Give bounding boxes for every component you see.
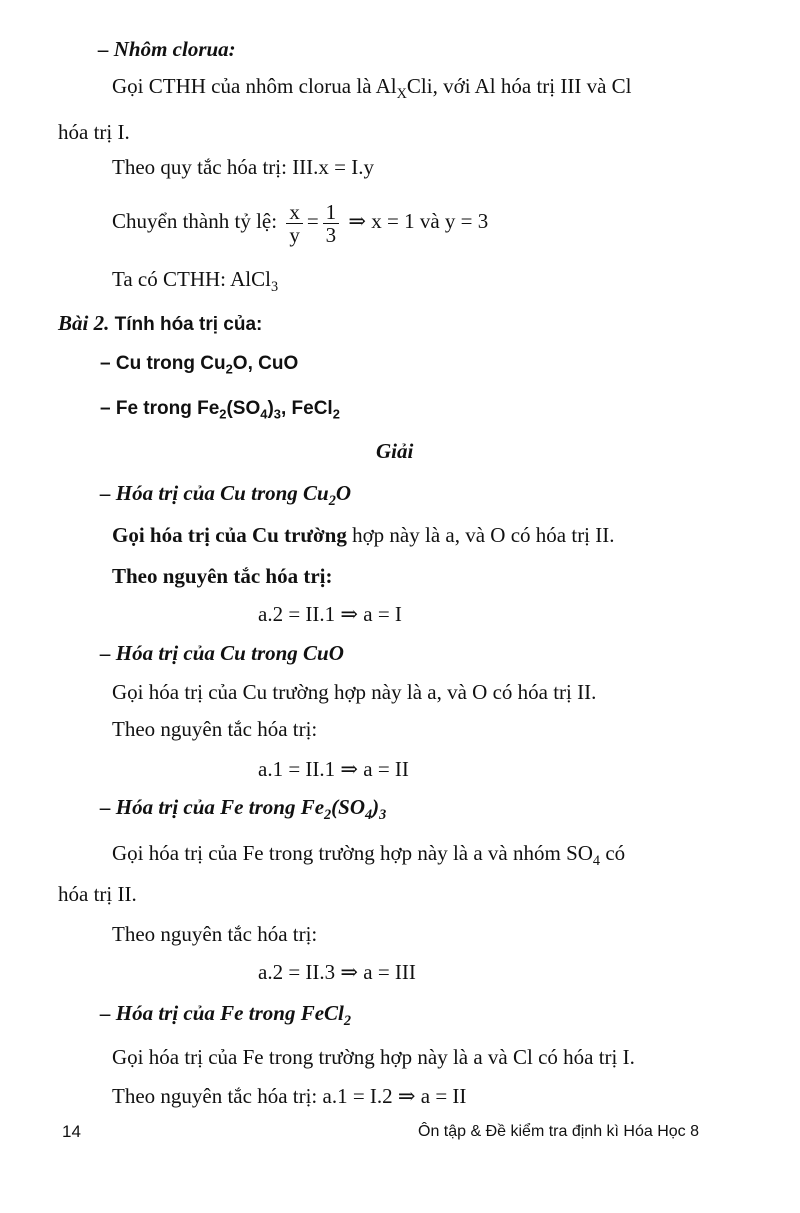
question-item-cu: – Cu trong $Cu_2O$, CuO <box>100 353 299 377</box>
fraction-1-3: $\frac{1}{3}$ <box>323 201 340 246</box>
section-heading-nhom-clorua: – Nhôm clorua: <box>98 37 236 61</box>
subheading-cu2o: – Hóa trị của Cu trong $Cu_2O$ <box>100 481 352 509</box>
subheading-fecl2: – Hóa trị của Fe trong FeCl$_2$ <box>100 1001 351 1029</box>
text-line: hóa trị I. <box>58 120 130 144</box>
running-footer-title: Ôn tập & Đề kiểm tra định kì Hóa Học 8 <box>418 1123 700 1140</box>
text-line: hóa trị II. <box>58 882 137 906</box>
text-line: Gọi hóa trị của Fe trong trường hợp này là a và Cl có hóa trị I. <box>112 1045 635 1069</box>
text-line: Theo nguyên tắc hóa trị: <box>112 922 318 946</box>
equation-line: a.2 = II.3 ⇒ a = III <box>258 960 416 984</box>
text-line: Gọi hóa trị của Cu trường hợp này là a, và O có hóa trị II. <box>112 680 597 704</box>
subheading-cuo: – Hóa trị của Cu trong CuO <box>100 641 344 665</box>
text-line: Theo nguyên tắc hóa trị: <box>112 564 333 588</box>
equation-line: a.1 = II.1 ⇒ a = II <box>258 757 409 781</box>
subheading-fe2so43: – Hóa trị của Fe trong $Fe_2(SO_4)_3$ <box>100 795 387 823</box>
text-line: Gọi hóa trị của Cu trường hợp này là a, và O có hóa trị II. <box>112 523 615 547</box>
text-line: Gọi hóa trị của Fe trong trường hợp này là a và nhóm $SO_4$ có <box>112 841 626 869</box>
fraction-x-y: $\frac{x}{y}$ <box>286 201 303 246</box>
page-number: 14 <box>62 1122 81 1141</box>
text-line: Theo nguyên tắc hóa trị: a.1 = I.2 ⇒ a = II <box>112 1084 467 1108</box>
exercise-heading: Bài 2. Tính hóa trị của: <box>58 311 263 335</box>
ratio-line: Chuyển thành tỷ lệ: $\frac{x}{y}$ = $\frac{1}{3}$ ⇒ x = 1 và y = 3 <box>112 199 489 247</box>
question-item-fe: – Fe trong $Fe_2(SO_4)_3$, FeCl$_2$ <box>100 398 340 422</box>
solution-heading: Giải <box>376 439 414 463</box>
text-line: Ta có CTHH: AlCl$_3$ <box>112 267 279 295</box>
text-line: Theo quy tắc hóa trị: III.x = I.y <box>112 155 375 179</box>
equation-line: a.2 = II.1 ⇒ a = I <box>258 602 402 626</box>
text-line: Theo nguyên tắc hóa trị: <box>112 717 318 741</box>
text-line: Gọi CTHH của nhôm clorua là $Al_XCli$, với Al hóa trị III và Cl <box>112 74 632 102</box>
